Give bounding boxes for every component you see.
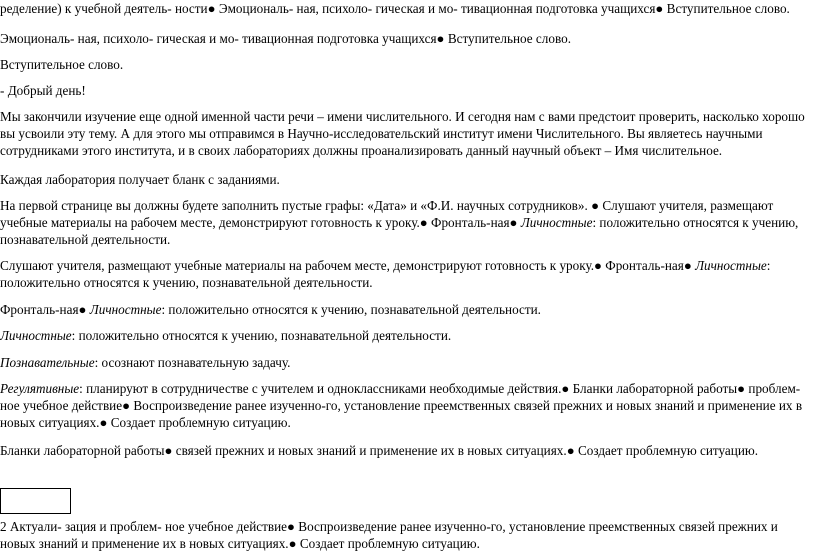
- paragraph-4: - Добрый день!: [0, 83, 86, 98]
- paragraph-1: ределение) к учебной деятель- ности● Эмоциональ- ная, психоло- гическая и мо- тивационная подготовка учащихся● Вступительное слово.: [0, 1, 790, 16]
- paragraph-6: Каждая лаборатория получает бланк с заданиями.: [0, 172, 280, 187]
- paragraph-11-post: : осознают познавательную задачу.: [94, 355, 291, 370]
- paragraph-7-em: Личностные: [520, 215, 593, 230]
- paragraph-5: Мы закончили изучение еще одной именной части речи – имени числительного. И сегодня нам с вами предстоит проверить, насколько хорошо вы усвоили эту тему. А для этого мы отправимся в Научно-исследовательский институт имени Числительного. Вы являетесь научными сотрудниками этого института, и в своих лабораториях должны проанализировать данный научный объект – Имя числительное.: [0, 109, 805, 158]
- paragraph-7-pre: На первой странице вы должны будете заполнить пустые графы: «Дата» и «Ф.И. научных сотрудников». ● Слушают учителя, размещают учебные материалы на рабочем месте, демонстрируют готовность к уроку.● Фронталь-ная●: [0, 198, 774, 230]
- paragraph-10-em: Личностные: [0, 328, 72, 343]
- paragraph-10-post: : положительно относятся к учению, познавательной деятельности.: [71, 328, 452, 343]
- empty-table-cell: [0, 488, 71, 514]
- paragraph-8-em: Личностные: [695, 258, 767, 273]
- paragraph-10: [0, 327, 812, 344]
- paragraph-11-em: Познавательные: [0, 355, 95, 370]
- paragraph-12-em: Регулятивные: [0, 381, 80, 396]
- paragraph-8: [0, 257, 812, 291]
- paragraph-9-pre: Фронталь-ная●: [0, 302, 90, 317]
- paragraph-14: 2 Актуали- зация и проблем- ное учебное действие● Воспроизведение ранее изученно-го, установление преемственных связей прежних и новых знаний и применение их в новых ситуациях.● Создает проблемную ситуацию.: [0, 519, 778, 551]
- paragraph-7: [0, 197, 812, 248]
- paragraph-12-post: : планируют в сотрудничестве с учителем и одноклассниками необходимые действия.● Бланки лабораторной работы● проблем- ное учебное действие● Воспроизведение ранее изученно-го, установление преемственных связей прежних и новых знаний и применение их в новых ситуациях.● Создает проблемную ситуацию.: [0, 381, 803, 430]
- paragraph-9-em: Личностные: [89, 302, 162, 317]
- paragraph-3: Вступительное слово.: [0, 57, 124, 72]
- paragraph-2: Эмоциональ- ная, психоло- гическая и мо- тивационная подготовка учащихся● Вступительное слово.: [0, 31, 571, 46]
- paragraph-13: Бланки лабораторной работы● связей прежних и новых знаний и применение их в новых ситуациях.● Создает проблемную ситуацию.: [0, 443, 759, 458]
- paragraph-7-post: : положительно относятся к учению, познавательной деятельности.: [0, 215, 799, 247]
- paragraph-11: [0, 354, 812, 371]
- paragraph-9: [0, 301, 812, 318]
- paragraph-9-post: : положительно относятся к учению, познавательной деятельности.: [161, 302, 541, 317]
- paragraph-12: [0, 380, 808, 431]
- paragraph-8-pre: Слушают учителя, размещают учебные материалы на рабочем месте, демонстрируют готовность к уроку.● Фронталь-ная●: [0, 258, 696, 273]
- paragraph-8-post: : положительно относятся к учению, познавательной деятельности.: [0, 258, 771, 290]
